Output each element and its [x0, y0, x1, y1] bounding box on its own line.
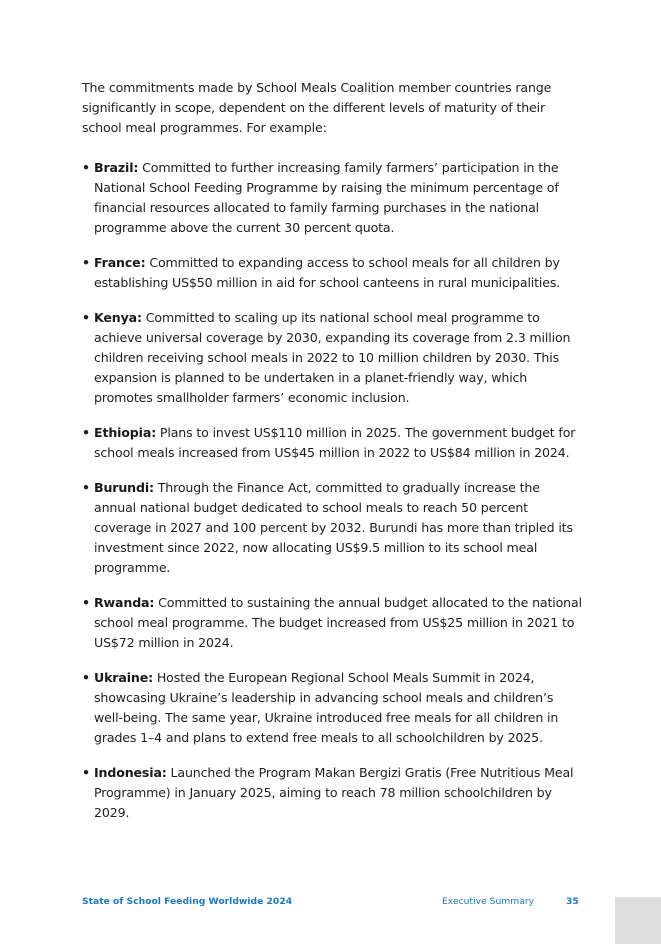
commitment-text: Plans to invest US$110 million in 2025. The government budget for school meals increased from US$45 million in 2022 to US$84 million in 2024.: [94, 425, 576, 460]
country-name: France:: [94, 255, 146, 270]
country-name: Ukraine:: [94, 670, 153, 685]
bullet-icon: •: [82, 310, 90, 325]
country-name: Indonesia:: [94, 765, 167, 780]
commitment-kenya: [82, 308, 582, 408]
bullet-icon: •: [82, 765, 90, 780]
country-name: Burundi:: [94, 480, 154, 495]
commitment-text: Through the Finance Act, committed to gradually increase the annual national budget dedicated to school meals to reach 50 percent coverage in 2027 and 100 percent by 2032. Burundi has more than tripled its investment since 2022, now allocating US$9.5 million to its school meal programme.: [94, 480, 573, 575]
intro-paragraph: The commitments made by School Meals Coalition member countries range significantly in scope, dependent on the different levels of maturity of their school meal programmes. For example:: [82, 80, 552, 135]
bullet-icon: •: [82, 160, 90, 175]
commitment-rwanda: [82, 593, 582, 653]
country-name: Rwanda:: [94, 595, 155, 610]
commitment-text: Committed to scaling up its national school meal programme to achieve universal coverage by 2030, expanding its coverage from 2.3 million children receiving school meals in 2022 to 10 million children by 2030. This expansion is planned to be undertaken in a planet-friendly way, which promotes smallholder farmers’ economic inclusion.: [94, 310, 571, 405]
commitment-text: Hosted the European Regional School Meals Summit in 2024, showcasing Ukraine’s leadership in advancing school meals and children’s well-being. The same year, Ukraine introduced free meals for all children in grades 1–4 and plans to extend free meals to all schoolchildren by 2025.: [94, 670, 559, 745]
commitment-brazil: [82, 158, 582, 238]
commitment-text: Committed to further increasing family farmers’ participation in the National School Feeding Programme by raising the minimum percentage of financial resources allocated to family farming purchases in the national programme above the current 30 percent quota.: [94, 160, 559, 235]
country-name: Brazil:: [94, 160, 139, 175]
commitment-indonesia: [82, 763, 582, 823]
commitment-burundi: [82, 478, 582, 578]
commitment-france: [82, 253, 582, 293]
country-name: Ethiopia:: [94, 425, 157, 440]
bullet-icon: •: [82, 425, 90, 440]
report-title: State of School Feeding Worldwide 2024: [82, 896, 293, 907]
bullet-icon: •: [82, 670, 90, 685]
bullet-icon: •: [82, 595, 90, 610]
commitment-text: Committed to expanding access to school meals for all children by establishing US$50 million in aid for school canteens in rural municipalities.: [94, 255, 561, 290]
bullet-icon: •: [82, 255, 90, 270]
corner-tab-decoration: [615, 897, 661, 944]
section-name: Executive Summary: [442, 896, 535, 907]
commitments-list: [82, 158, 582, 823]
commitment-text: Launched the Program Makan Bergizi Gratis (Free Nutritious Meal Programme) in January 2025, aiming to reach 78 million schoolchildren by 2029.: [94, 765, 574, 820]
country-name: Kenya:: [94, 310, 142, 325]
commitment-ukraine: [82, 668, 582, 748]
page-footer: [82, 896, 582, 912]
bullet-icon: •: [82, 480, 90, 495]
commitment-ethiopia: [82, 423, 582, 463]
page-number: 35: [566, 896, 579, 907]
commitment-text: Committed to sustaining the annual budget allocated to the national school meal programme. The budget increased from US$25 million in 2021 to US$72 million in 2024.: [94, 595, 582, 650]
page-content: [82, 78, 582, 838]
